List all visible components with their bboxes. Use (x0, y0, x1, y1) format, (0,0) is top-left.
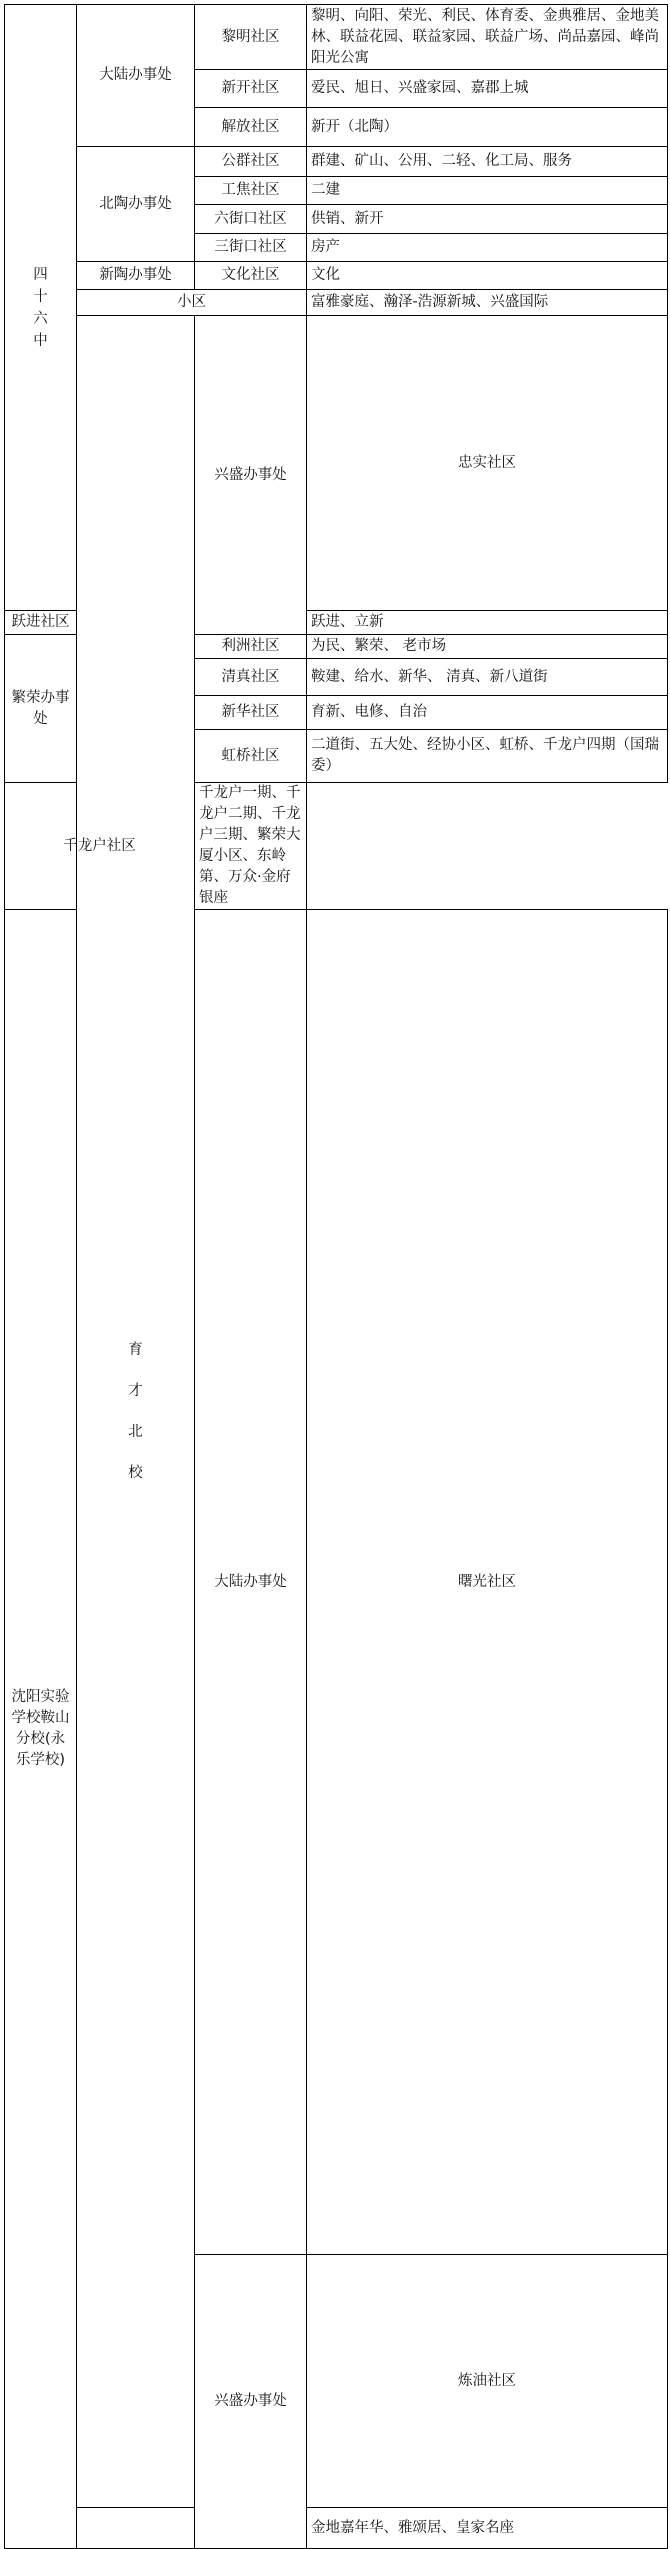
community-areas: 为民、繁荣、 老市场 (307, 635, 668, 659)
extra-label: 千龙户社区 (5, 783, 195, 910)
table-row (5, 2508, 668, 2549)
office-name: 新陶办事处 (77, 262, 195, 290)
community-name: 跃进社区 (5, 611, 77, 635)
community-name: 解放社区 (195, 108, 307, 147)
office-name: 兴盛办事处 (195, 316, 307, 635)
school-name-cell (5, 910, 77, 2549)
community-areas: 育新、电修、自治 (307, 696, 668, 730)
community-areas: 鞍建、给水、新华、 清真、新八道街 (307, 659, 668, 696)
extra-label: 小区 (77, 290, 307, 316)
community-areas: 二建 (307, 177, 668, 205)
community-name: 清真社区 (195, 659, 307, 696)
table-row (5, 5, 668, 70)
community-name: 曙光社区 (307, 910, 668, 2255)
community-areas: 文化 (307, 262, 668, 290)
office-name: 大陆办事处 (77, 5, 195, 147)
table-row (5, 290, 668, 316)
community-areas: 富雅豪庭、瀚泽-浩源新城、兴盛国际 (307, 290, 668, 316)
community-areas: 爱民、旭日、兴盛家园、嘉郡上城 (307, 70, 668, 108)
office-name: 北陶办事处 (77, 147, 195, 262)
community-areas: 群建、矿山、公用、二轻、化工局、服务 (307, 147, 668, 177)
community-areas: 跃进、立新 (307, 611, 668, 635)
community-areas: 供销、新开 (307, 205, 668, 234)
community-name: 忠实社区 (307, 316, 668, 611)
table-row (5, 147, 668, 177)
community-areas: 新开（北陶） (307, 108, 668, 147)
community-name: 工焦社区 (195, 177, 307, 205)
community-areas: 黎明、向阳、荣光、利民、体育委、金典雅居、金地美林、联益花园、联益家园、联益广场、尚品嘉园、峰尚阳光公寓 (307, 5, 668, 70)
school-district-table (4, 4, 668, 2549)
community-name: 炼油社区 (307, 2255, 668, 2508)
community-name: 六街口社区 (195, 205, 307, 234)
community-name: 公群社区 (195, 147, 307, 177)
school-name-cell (77, 316, 195, 2508)
school-name-cell (5, 5, 77, 611)
community-name (77, 2508, 195, 2549)
community-name: 新开社区 (195, 70, 307, 108)
school-name: 沈阳实验学校鞍山分校(永乐学校) (11, 1689, 70, 1768)
community-name: 利洲社区 (195, 635, 307, 659)
office-name: 繁荣办事处 (5, 635, 77, 783)
community-name: 虹桥社区 (195, 730, 307, 783)
community-name: 文化社区 (195, 262, 307, 290)
community-name: 黎明社区 (195, 5, 307, 70)
school-name: 四十六中 (33, 266, 48, 349)
table-row (5, 316, 668, 611)
community-name: 三街口社区 (195, 234, 307, 262)
community-areas: 房产 (307, 234, 668, 262)
office-name: 兴盛办事处 (195, 2255, 307, 2549)
school-name: 育才北校 (128, 1341, 143, 1481)
office-name: 大陆办事处 (195, 910, 307, 2255)
community-areas: 金地嘉年华、雅颂居、皇家名座 (307, 2508, 668, 2549)
community-areas: 千龙户一期、千龙户二期、千龙户三期、繁荣大厦小区、东岭第、万众·金府银座 (195, 783, 307, 910)
table-row (5, 783, 668, 910)
community-name: 新华社区 (195, 696, 307, 730)
table-row (5, 262, 668, 290)
school-district-sheet (4, 4, 667, 2536)
community-areas: 二道街、五大处、经协小区、虹桥、千龙户四期（国瑞委） (307, 730, 668, 783)
